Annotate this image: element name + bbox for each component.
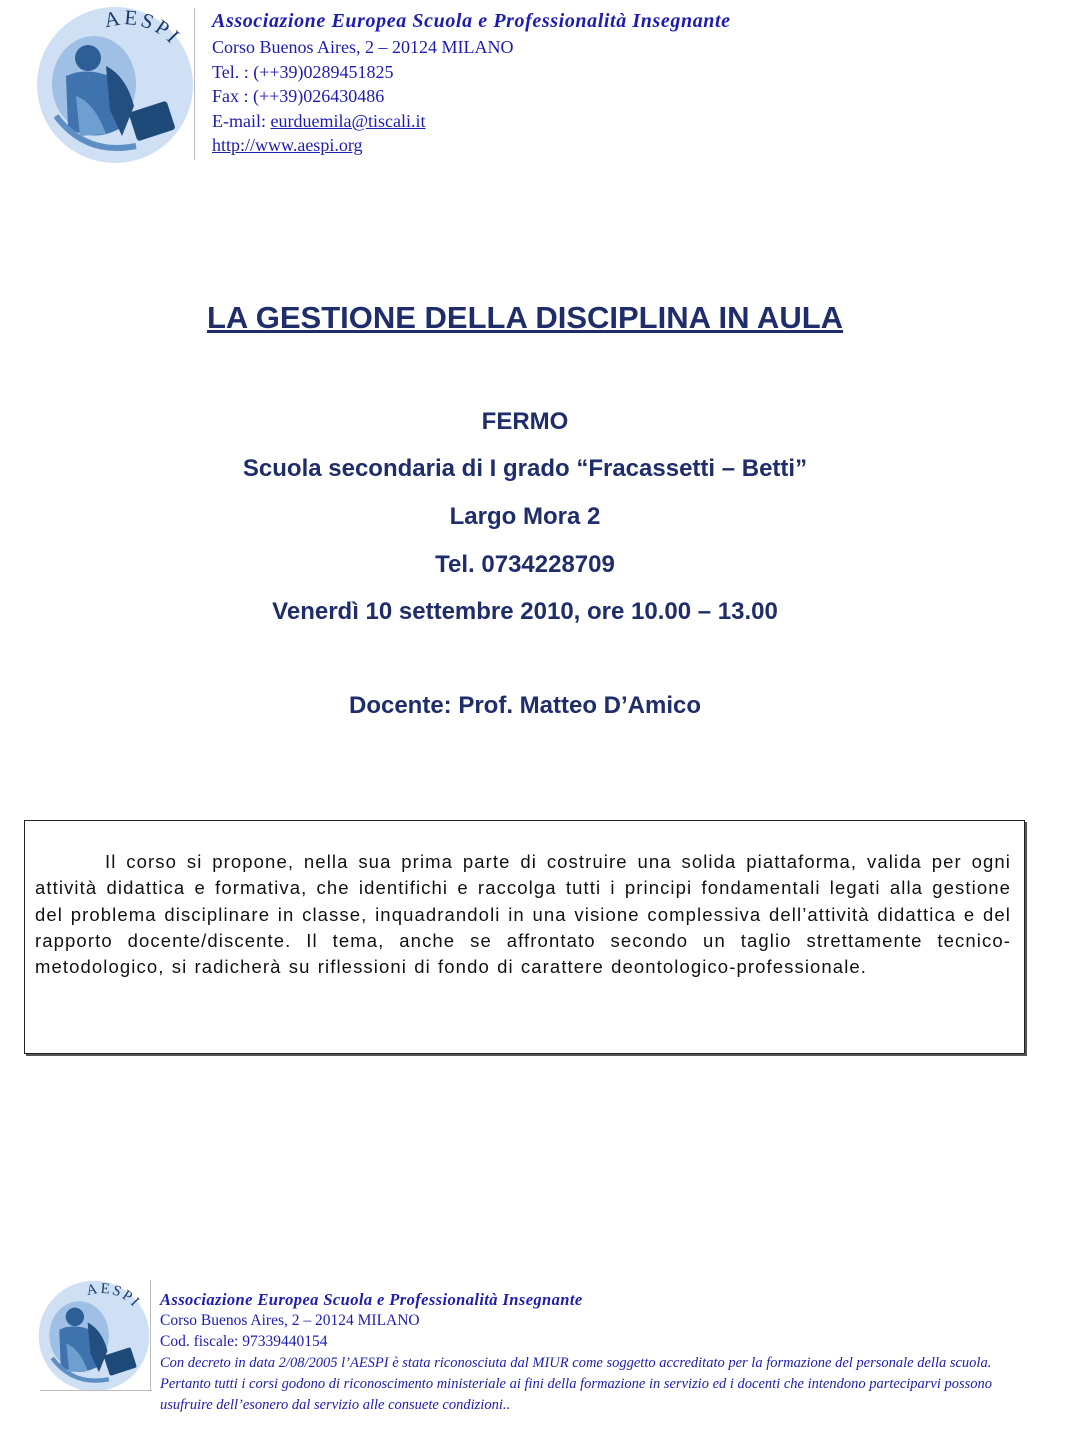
email-link[interactable]: eurduemila@tiscali.it — [270, 110, 426, 131]
email-label: E-mail: — [212, 110, 271, 131]
event-phone: Tel. 0734228709 — [435, 551, 615, 578]
org-email-line — [212, 109, 731, 134]
website-link[interactable]: http://www.aespi.org — [212, 135, 363, 155]
course-description-box — [24, 820, 1025, 1054]
footer-block — [160, 1289, 1030, 1416]
org-address: Corso Buenos Aires, 2 – 20124 MILANO — [212, 37, 514, 57]
aespi-logo — [36, 6, 194, 164]
footer-fiscal-code: Cod. fiscale: 97339440154 — [160, 1333, 328, 1350]
event-teacher: Docente: Prof. Matteo D’Amico — [348, 692, 702, 719]
footer-org-name: Associazione Europea Scuola e Professionalità Insegnante — [160, 1290, 583, 1309]
footer-accreditation-note: Con decreto in data 2/08/2005 l’AESPI è stata riconosciuta dal MIUR come soggetto accreditato per la formazione del personale della scuola. Pertanto tutti i corsi godono di riconoscimento ministeriale ai fini della formazione in servizio ed i docenti che intendono parteciparvi possono usufruire dell’esonero dal servizio alle consuete condizioni.. — [160, 1355, 993, 1413]
event-datetime: Venerdì 10 settembre 2010, ore 10.00 – 13.00 — [272, 598, 778, 625]
document-title: LA GESTIONE DELLA DISCIPLINA IN AULA — [206, 300, 844, 335]
logo-text: AESPI — [102, 6, 187, 50]
footer-aespi-logo — [38, 1280, 150, 1392]
footer-divider-horizontal — [40, 1390, 152, 1391]
footer-divider-vertical — [150, 1280, 151, 1390]
event-street: Largo Mora 2 — [449, 503, 601, 530]
footer-logo-text: AESPI — [85, 1280, 144, 1312]
org-fax: Fax : (++39)026430486 — [212, 86, 385, 106]
header-contact-block — [212, 8, 731, 158]
course-description: Il corso si propone, nella sua prima parte di costruire una solida piattaforma, valida per ogni attività didattica e formativa, che identifichi e raccolga tutti i principi fondamentali legati alla gestione del problema disciplinare in classe, inquadrandoli in una visione complessiva dell’attività didattica e del rapporto docente/discente. Il tema, anche se affrontato secondo un taglio strettamente tecnico-metodologico, si radicherà su riflessioni di fondo di carattere deontologico-professionale. — [35, 851, 1011, 978]
footer-address: Corso Buenos Aires, 2 – 20124 MILANO — [160, 1312, 420, 1329]
header-divider — [194, 8, 195, 160]
org-name: Associazione Europea Scuola e Professionalità Insegnante — [212, 10, 731, 32]
event-school: Scuola secondaria di I grado “Fracassetti – Betti” — [242, 455, 808, 482]
event-city: FERMO — [481, 408, 569, 435]
org-phone: Tel. : (++39)0289451825 — [212, 61, 394, 82]
